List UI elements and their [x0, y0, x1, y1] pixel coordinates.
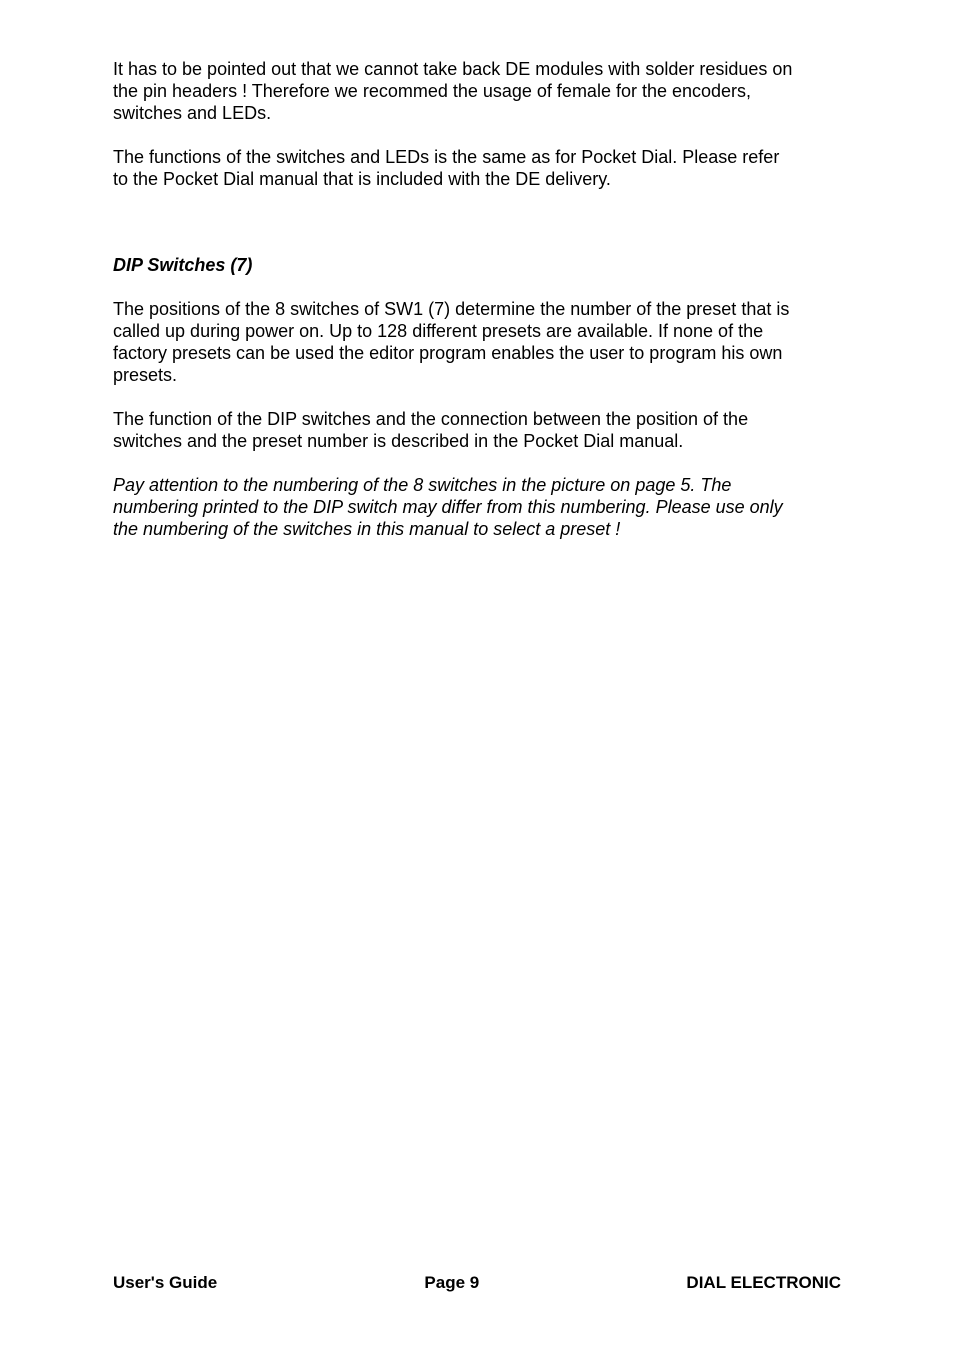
spacer [113, 386, 848, 408]
page-body [113, 58, 848, 540]
footer-company-name: DIAL ELECTRONIC [686, 1273, 841, 1292]
paragraph-numbering-note: Pay attention to the numbering of the 8 switches in the picture on page 5. The numbering printed to the DIP switch may differ from this numbering. Please use only the numbering of the switches in this manual to select a preset ! [113, 475, 783, 539]
spacer [113, 452, 848, 474]
section-heading-dip-switches: DIP Switches (7) [113, 255, 253, 275]
spacer [113, 190, 848, 254]
page-footer [113, 1272, 841, 1294]
footer-page-number: Page 9 [424, 1273, 480, 1292]
paragraph-sw1-positions: The positions of the 8 switches of SW1 (7) determine the number of the preset that is called up during power on. Up to 128 different presets are available. If none of the factory presets can be used the editor program enables the user to program his own presets. [113, 299, 790, 385]
paragraph-switch-functions: The functions of the switches and LEDs is the same as for Pocket Dial. Please refer to the Pocket Dial manual that is included with the DE delivery. [113, 147, 780, 189]
spacer [113, 276, 848, 298]
paragraph-dip-function: The function of the DIP switches and the connection between the position of the switches and the preset number is described in the Pocket Dial manual. [113, 409, 749, 451]
paragraph-solder-residues: It has to be pointed out that we cannot take back DE modules with solder residues on the pin headers ! Therefore we recommed the usage of female for the encoders, switches and LEDs. [113, 59, 793, 123]
spacer [113, 124, 848, 146]
footer-left-label: User's Guide [113, 1273, 218, 1292]
